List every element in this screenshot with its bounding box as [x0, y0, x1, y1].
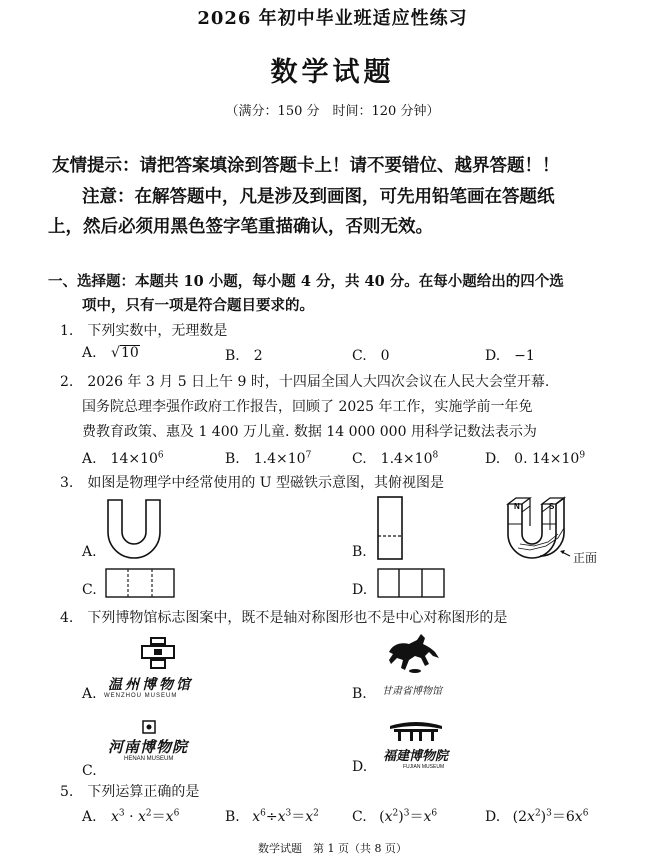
q3-option-d-figure [377, 568, 445, 598]
q3-stem: 3. 如图是物理学中经常使用的 U 型磁铁示意图，其俯视图是 [60, 475, 445, 491]
q4-option-b-label: B. [352, 686, 367, 702]
q3-magnet-figure [500, 494, 575, 566]
q3-option-d-label: D. [352, 582, 368, 598]
q4-logo-d-sub: FUJIAN MUSEUM [403, 764, 445, 770]
q1-option-d: D. −1 [485, 348, 535, 364]
q2-option-a: A. $14\times 10^6$ [82, 450, 164, 467]
q4-logo-c-text: 河南博物院 [108, 738, 189, 756]
q2-line-2: 国务院总理李强作政府工作报告，回顾了 2025 年工作，实施学前一年免 [82, 399, 533, 415]
q4-logo-d-roof-icon [388, 720, 444, 742]
q1-option-a: A. √10 [82, 345, 139, 361]
q1-a-radicand: 10 [120, 345, 139, 361]
q3-option-b-figure [377, 496, 403, 560]
q2-option-d: D. 0. $14\times 10^9$ [485, 450, 586, 467]
exam-subtitle: （满分：150 分 时间：120 分钟） [225, 104, 440, 119]
q2-option-b: B. $1.4\times 10^7$ [225, 450, 312, 467]
q4-stem: 4. 下列博物馆标志图案中，既不是轴对称图形也不是中心对称图形的是 [60, 610, 508, 626]
page-title: 数学试题 [270, 57, 395, 88]
q4-logo-a-text: 温州博物馆 [108, 677, 193, 693]
q3-option-c-label: C. [82, 582, 97, 598]
q4-logo-c-sub: HENAN MUSEUM [124, 756, 174, 762]
q4-logo-b-text: 甘肃省博物馆 [382, 686, 442, 697]
q1-option-c: C. 0 [352, 348, 390, 364]
q5-option-c: C. $(x^2)^3=x^6$ [352, 808, 438, 825]
q3-front-label: 正面 [573, 551, 598, 565]
notice-line-2: 注意：在解答题中，凡是涉及到画图，可先用铅笔画在答题纸 [82, 187, 555, 207]
q1-option-b: B. 2 [225, 348, 263, 364]
q5-stem: 5. 下列运算正确的是 [60, 784, 200, 800]
q2-option-c: C. $1.4\times 10^8$ [352, 450, 439, 467]
q4-logo-c-emblem [142, 720, 156, 734]
q3-option-b-label: B. [352, 544, 367, 560]
q5-option-d: D. $(2x^2)^3=6x^6$ [485, 808, 589, 825]
q3-pole-s: S [549, 502, 555, 511]
q4-option-d-label: D. [352, 759, 368, 775]
q5-option-b: B. $x^6\div x^3=x^2$ [225, 808, 319, 825]
q5-option-a: A. $x^3 \cdot x^2=x^6$ [82, 808, 180, 825]
q3-pole-n: N [514, 502, 520, 511]
q3-option-a-label: A. [82, 544, 97, 560]
notice-line-3: 上，然后必须用黑色签字笔重描确认，否则无效。 [48, 217, 433, 237]
exam-header: 2026 年初中毕业班适应性练习 [197, 8, 468, 29]
section-1-line-2: 项中，只有一项是符合题目要求的。 [82, 297, 314, 314]
q1-stem: 1. 下列实数中，无理数是 [60, 323, 228, 339]
page-footer: 数学试题 第 1 页（共 8 页） [258, 842, 407, 855]
q2-line-1: 2. 2026 年 3 月 5 日上午 9 时，十四届全国人大四次会议在人民大会堂开幕. [60, 374, 550, 390]
q2-line-3: 费教育政策、惠及 1 400 万儿童. 数据 14 000 000 用科学记数法表示为 [82, 424, 537, 440]
notice-line-1: 友情提示：请把答案填涂到答题卡上！请不要错位、越界答题！！ [52, 156, 560, 176]
q4-logo-a-emblem [140, 636, 176, 670]
q4-option-a-label: A. [82, 686, 97, 702]
q4-logo-b-horse-icon [385, 630, 441, 674]
q3-option-a-figure [105, 498, 163, 560]
section-1-line-1: 一、选择题：本题共 10 小题，每小题 4 分，共 40 分。在每小题给出的四个选 [48, 273, 564, 290]
q4-logo-d-text: 福建博物院 [383, 749, 449, 764]
q3-option-c-figure [105, 568, 175, 598]
q4-option-c-label: C. [82, 763, 97, 779]
q4-logo-a-sub: WENZHOU MUSEUM [104, 693, 178, 699]
